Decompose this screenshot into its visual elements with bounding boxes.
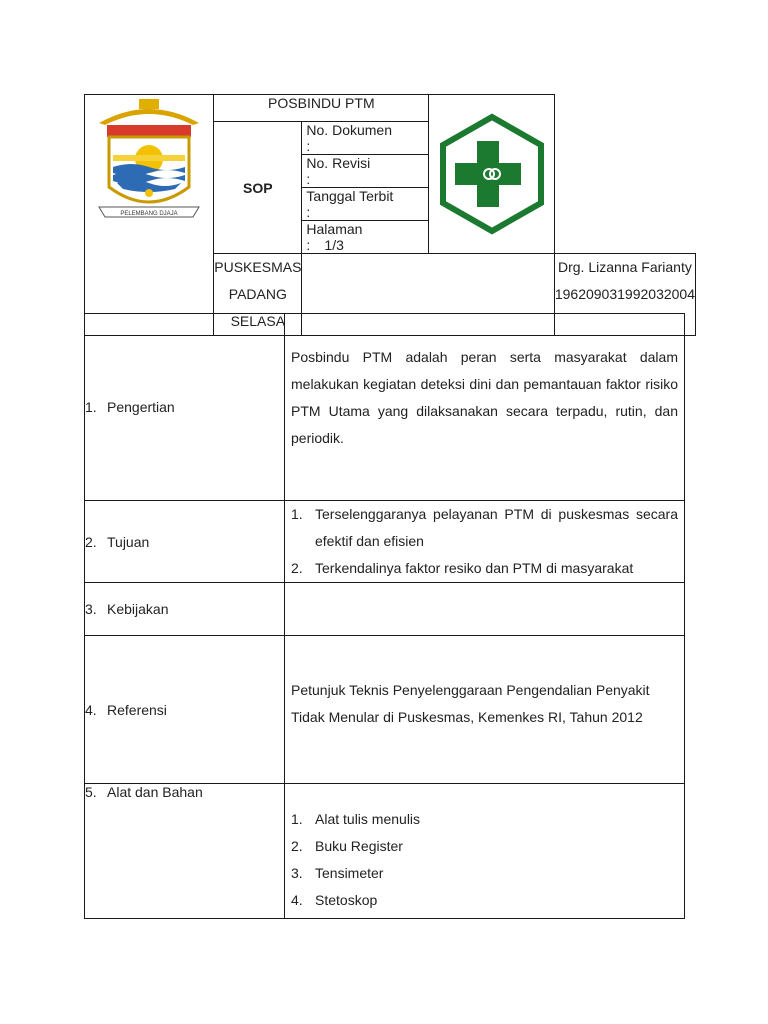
section-title: 5. Alat dan Bahan bbox=[85, 784, 285, 919]
section-content bbox=[285, 314, 685, 501]
org-line: SELASA bbox=[230, 313, 286, 329]
section-row-kebijakan bbox=[85, 583, 685, 636]
sop-label-cell bbox=[214, 122, 302, 254]
signatory-name: Drg. Lizanna Farianty bbox=[558, 259, 692, 275]
emblem-caption: PELEMBANG DJAJA bbox=[120, 211, 178, 217]
field-halaman: Halaman: 1/3 bbox=[302, 221, 429, 254]
list-item: 2. Terkendalinya faktor resiko dan PTM di masyarakat bbox=[291, 560, 634, 576]
field-tanggal-terbit: Tanggal Terbit: bbox=[302, 188, 429, 221]
pengertian-text: Posbindu PTM adalah peran serta masyarakat dalam melakukan kegiatan deteksi dini dan pemantauan faktor risiko PTM Utama yang dilaksanakan secara terpadu, rutin, dan periodik. bbox=[291, 349, 678, 446]
list-item: 2. Buku Register bbox=[291, 838, 403, 854]
field-label: No. Revisi bbox=[306, 155, 371, 171]
section-row-pengertian bbox=[85, 314, 685, 501]
section-title: 3. Kebijakan bbox=[85, 583, 285, 636]
section-content bbox=[285, 636, 685, 784]
field-value: 1/3 bbox=[324, 237, 344, 253]
list-item: 4. Stetoskop bbox=[291, 892, 378, 908]
org-line: PUSKESMAS bbox=[214, 259, 302, 275]
palembang-emblem-icon bbox=[85, 95, 213, 231]
sop-label: SOP bbox=[243, 179, 273, 196]
section-row-referensi bbox=[85, 636, 685, 784]
field-no-dokumen: No. Dokumen: bbox=[302, 122, 429, 155]
sop-header-table bbox=[84, 94, 696, 336]
section-title: 2. Tujuan bbox=[85, 501, 285, 583]
section-content bbox=[285, 583, 685, 636]
document-title-text: POSBINDU PTM bbox=[268, 95, 375, 111]
field-no-revisi: No. Revisi: bbox=[302, 155, 429, 188]
section-content bbox=[285, 784, 685, 919]
document-title bbox=[214, 95, 429, 122]
list-item: 3. Tensimeter bbox=[291, 865, 384, 881]
signatory-id: 196209031992032004 bbox=[554, 286, 695, 302]
section-title: 4. Referensi bbox=[85, 636, 285, 784]
org-line: PADANG bbox=[228, 286, 287, 302]
kemenkes-logo-icon bbox=[437, 113, 547, 235]
kemenkes-logo-cell bbox=[429, 95, 554, 254]
list-item: 1. Alat tulis menulis bbox=[291, 811, 421, 827]
section-title: 1. Pengertian bbox=[85, 314, 285, 501]
section-content bbox=[285, 501, 685, 583]
sop-body-table bbox=[84, 313, 685, 919]
field-label: No. Dokumen bbox=[306, 122, 392, 138]
city-logo-cell bbox=[85, 95, 214, 336]
section-row-tujuan bbox=[85, 501, 685, 583]
section-row-alat-bahan bbox=[85, 784, 685, 919]
field-label: Tanggal Terbit bbox=[306, 188, 394, 204]
referensi-text: Petunjuk Teknis Penyelenggaraan Pengendalian Penyakit Tidak Menular di Puskesmas, Kemenkes RI, Tahun 2012 bbox=[291, 681, 650, 725]
field-label: Halaman bbox=[306, 221, 363, 237]
list-item: 1. Terselenggaranya pelayanan PTM di puskesmas secara efektif dan efisien bbox=[291, 506, 678, 549]
